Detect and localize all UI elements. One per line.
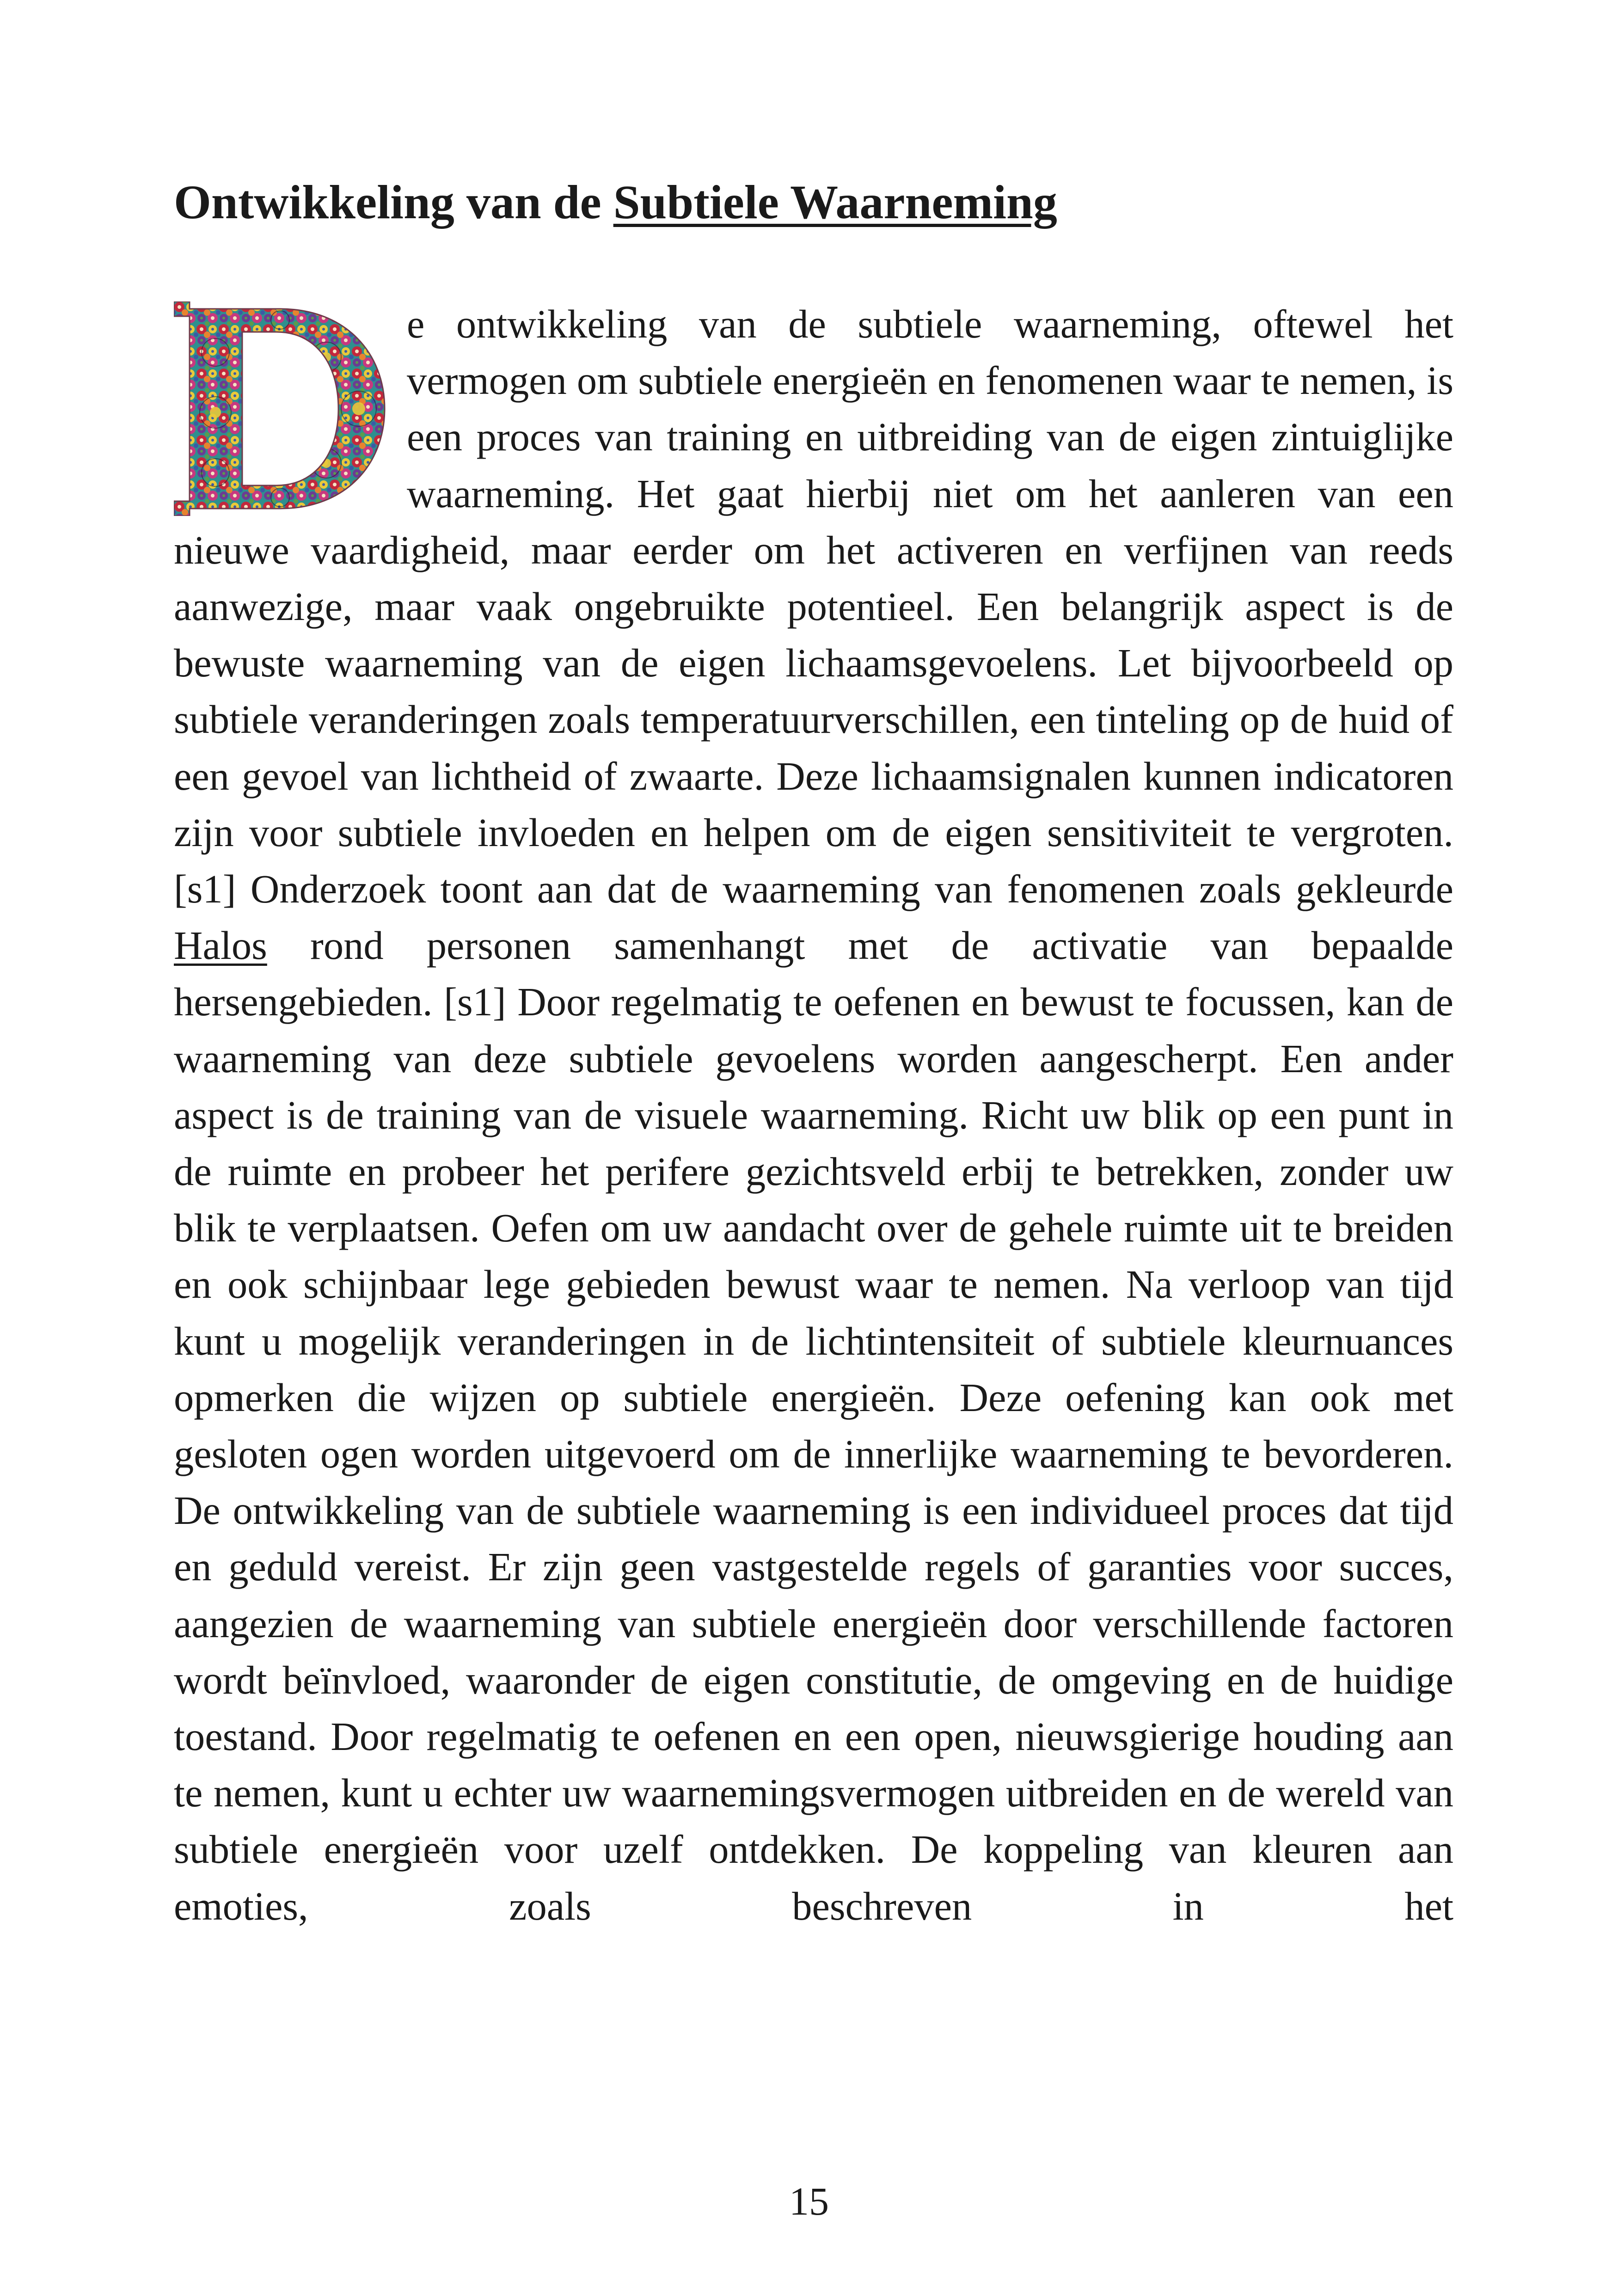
ornamental-drop-cap	[174, 301, 386, 516]
drop-cap-letter-d-graphic	[174, 301, 386, 516]
halos-link[interactable]: Halos	[174, 923, 267, 968]
paragraph-text-start: e ontwikkeling van de subtiele waarneming, oftewel het vermogen om subtiele energieën en fenomenen waar te nemen, is een proces van training en uitbreiding van de eigen zintuiglijke waarneming. Het gaat hierbij niet om het aanleren van een nieuwe vaardigheid, maar eerder om het activeren en verfijnen van reeds aanwezige, maar vaak ongebruikte potentieel. Een belangrijk aspect is de bewuste waarneming van de eigen lichaamsgevoelens. Let bijvoorbeeld op subtiele veranderingen zoals temperatuurverschillen, een tinteling op de huid of een gevoel van lichtheid of zwaarte. Deze lichaamsignalen kunnen indicatoren zijn voor subtiele invloeden en helpen om de eigen sensitiviteit te vergroten. [s1] Onderzoek toont aan dat de waarneming van fenomenen zoals gekleurde	[174, 302, 1453, 912]
body-paragraph	[174, 296, 1453, 1934]
heading-link-subtiele-waarneming[interactable]: Subtiele Waarneming	[613, 176, 1057, 229]
page-number: 15	[789, 2179, 829, 2223]
body-text-block	[174, 296, 1453, 1934]
chapter-heading	[174, 174, 1057, 232]
heading-prefix: Ontwikkeling van de	[174, 176, 613, 229]
paragraph-text-end: rond personen samenhangt met de activatie van bepaalde hersengebieden. [s1] Door regelmatig te oefenen en bewust te focussen, kan de waarneming van deze subtiele gevoelens worden aangescherpt. Een ander aspect is de training van de visuele waarneming. Richt uw blik op een punt in de ruimte en probeer het perifere gezichtsveld erbij te betrekken, zonder uw blik te verplaatsen. Oefen om uw aandacht over de gehele ruimte uit te breiden en ook schijnbaar lege gebieden bewust waar te nemen. Na verloop van tijd kunt u mogelijk veranderingen in de lichtintensiteit of subtiele kleurnuances opmerken die wijzen op subtiele energieën. Deze oefening kan ook met gesloten ogen worden uitgevoerd om de innerlijke waarneming te bevorderen. De ontwikkeling van de subtiele waarneming is een individueel proces dat tijd en geduld vereist. Er zijn geen vastgestelde regels of garanties voor succes, aangezien de waarneming van subtiele energieën door verschillende factoren wordt beïnvloed, waaronder de eigen constitutie, de omgeving en de huidige toestand. Door regelmatig te oefenen en een open, nieuwsgierige houding aan te nemen, kunt u echter uw waarnemingsvermogen uitbreiden en de wereld van subtiele energieën voor uzelf ontdekken. De koppeling van kleuren aan emoties, zoals beschreven in het	[174, 923, 1453, 1928]
